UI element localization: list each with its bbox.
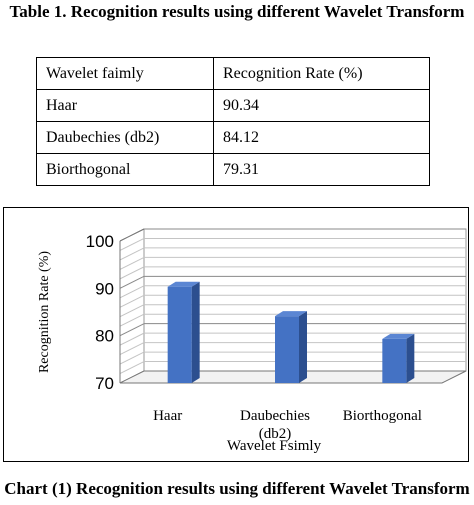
side-wall-minor-gridline xyxy=(120,286,144,298)
table-header-row xyxy=(37,58,430,90)
bar-side-face xyxy=(299,311,307,383)
y-tick-label: 70 xyxy=(95,374,114,393)
side-wall-minor-gridline xyxy=(120,295,144,307)
side-wall-minor-gridline xyxy=(120,257,144,269)
bar-chart xyxy=(4,208,470,463)
chart-frame xyxy=(3,207,469,462)
table-row xyxy=(37,122,430,154)
side-wall-minor-gridline xyxy=(120,314,144,326)
side-wall-minor-gridline xyxy=(120,352,144,364)
header-recognition-rate: Recognition Rate (%) xyxy=(214,58,430,90)
side-wall-minor-gridline xyxy=(120,267,144,279)
y-axis-title: Recognition Rate (%) xyxy=(37,250,52,374)
side-wall-major-gridline xyxy=(120,276,144,288)
y-tick-label: 80 xyxy=(95,326,114,346)
table-row xyxy=(37,90,430,122)
cell-rate: 90.34 xyxy=(214,90,430,122)
side-wall-minor-gridline xyxy=(120,248,144,260)
cell-rate: 84.12 xyxy=(214,122,430,154)
side-wall-minor-gridline xyxy=(120,238,144,250)
chart-caption: Chart (1) Recognition results using different Wavelet Transform xyxy=(4,479,470,498)
x-axis-title: Wavelet Fsimly xyxy=(226,438,322,454)
side-wall-minor-gridline xyxy=(120,305,144,317)
bar xyxy=(382,339,406,383)
side-wall-minor-gridline xyxy=(120,362,144,374)
y-tick-label: 90 xyxy=(95,279,114,299)
results-table xyxy=(36,57,430,186)
x-tick-label: Daubechies (db2) xyxy=(240,408,310,442)
bar xyxy=(275,316,299,383)
bar-side-face xyxy=(192,282,200,383)
bar-side-face xyxy=(406,334,414,383)
cell-wavelet: Haar xyxy=(37,90,214,122)
cell-rate: 79.31 xyxy=(214,154,430,186)
cell-wavelet: Biorthogonal xyxy=(37,154,214,186)
x-tick-label: Haar xyxy=(153,408,183,424)
header-wavelet-family: Wavelet faimly xyxy=(37,58,214,90)
side-wall-top-edge xyxy=(120,229,144,241)
bar xyxy=(168,287,192,383)
cell-wavelet: Daubechies (db2) xyxy=(37,122,214,154)
side-wall-minor-gridline xyxy=(120,343,144,355)
side-wall-major-gridline xyxy=(120,324,144,336)
y-tick-label: 100 xyxy=(85,232,114,251)
table-row xyxy=(37,154,430,186)
side-wall-minor-gridline xyxy=(120,333,144,345)
table-caption: Table 1. Recognition results using different Wavelet Transform xyxy=(9,2,465,21)
x-tick-label: Biorthogonal xyxy=(342,408,422,424)
